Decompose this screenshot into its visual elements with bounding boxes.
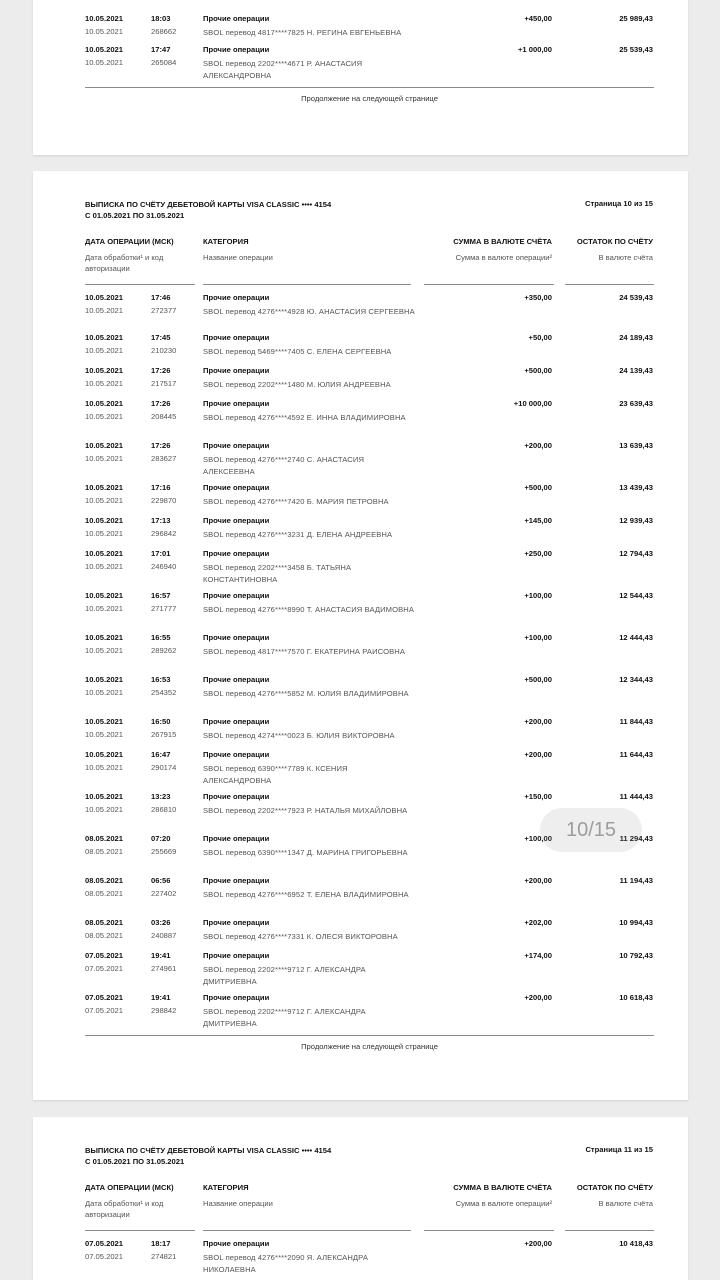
statement-title-line1: ВЫПИСКА ПО СЧЁТУ ДЕБЕТОВОЙ КАРТЫ VISA CLASSIC •••• 4154 — [85, 200, 332, 209]
operation-description: SBOL перевод 2202****4671 Р. АНАСТАСИЯ АЛЕКСАНДРОВНА — [203, 59, 363, 80]
operation-description: SBOL перевод 4276****4928 Ю. АНАСТАСИЯ СЕРГЕЕВНА — [203, 307, 415, 316]
page-number: Страница 10 из 15 — [585, 199, 653, 208]
processing-date: 10.05.2021 — [85, 346, 124, 355]
operation-time: 07:20 — [151, 834, 171, 843]
operation-category: Прочие операции — [203, 333, 270, 342]
col-balance-header — [558, 237, 653, 263]
authorization-code: 229870 — [151, 496, 177, 505]
operation-date: 07.05.2021 — [85, 1239, 124, 1248]
operation-category: Прочие операции — [203, 483, 270, 492]
processing-date: 10.05.2021 — [85, 604, 124, 613]
operation-category: Прочие операции — [203, 1239, 270, 1248]
operation-time: 16:53 — [151, 675, 171, 684]
operation-amount: +100,00 — [524, 633, 552, 642]
col-category-title: КАТЕГОРИЯ — [203, 1183, 249, 1192]
processing-date: 10.05.2021 — [85, 646, 124, 655]
operation-category: Прочие операции — [203, 993, 270, 1002]
authorization-code: 290174 — [151, 763, 177, 772]
account-balance: 10 994,43 — [619, 918, 653, 927]
account-balance: 10 418,43 — [619, 1239, 653, 1248]
col-date-title: ДАТА ОПЕРАЦИИ (МСК) — [85, 1183, 174, 1192]
header-underline — [85, 284, 195, 285]
header-underline — [85, 1230, 195, 1231]
account-balance: 12 444,43 — [619, 633, 653, 642]
operation-date: 10.05.2021 — [85, 591, 124, 600]
authorization-code: 240887 — [151, 931, 177, 940]
transaction-row — [85, 1239, 654, 1280]
operation-date: 10.05.2021 — [85, 293, 124, 302]
operation-category: Прочие операции — [203, 675, 270, 684]
col-category-header — [203, 237, 403, 263]
operation-description: SBOL перевод 4276****5852 М. ЮЛИЯ ВЛАДИМИРОВНА — [203, 689, 409, 698]
statement-title-line1: ВЫПИСКА ПО СЧЁТУ ДЕБЕТОВОЙ КАРТЫ VISA CLASSIC •••• 4154 — [85, 1146, 332, 1155]
operation-date: 10.05.2021 — [85, 45, 124, 54]
operation-amount: +10 000,00 — [513, 399, 552, 408]
processing-date: 10.05.2021 — [85, 496, 124, 505]
operation-time: 17:26 — [151, 366, 171, 375]
operation-description: SBOL перевод 4274****0023 Б. ЮЛИЯ ВИКТОРОВНА — [203, 731, 395, 740]
col-category-header — [203, 1183, 403, 1209]
operation-time: 19:41 — [151, 951, 171, 960]
divider — [85, 1035, 654, 1036]
processing-date: 10.05.2021 — [85, 379, 124, 388]
page-number: Страница 11 из 15 — [585, 1145, 653, 1154]
authorization-code: 283627 — [151, 454, 177, 463]
col-category-title: КАТЕГОРИЯ — [203, 237, 249, 246]
transaction-row — [85, 591, 654, 633]
operation-time: 16:47 — [151, 750, 171, 759]
transaction-row — [85, 549, 654, 591]
authorization-code: 289262 — [151, 646, 177, 655]
account-balance: 11 194,43 — [619, 876, 653, 885]
header-underline — [424, 284, 554, 285]
operation-time: 18:17 — [151, 1239, 171, 1248]
operation-description: SBOL перевод 4817****7570 Г. ЕКАТЕРИНА РАИСОВНА — [203, 647, 405, 656]
col-category-subtitle: Название операции — [203, 1199, 273, 1208]
operation-category: Прочие операции — [203, 792, 270, 801]
operation-amount: +450,00 — [524, 14, 552, 23]
operation-amount: +202,00 — [524, 918, 552, 927]
operation-time: 17:46 — [151, 293, 171, 302]
transaction-row — [85, 951, 654, 993]
operation-description: SBOL перевод 4276****2090 Я. АЛЕКСАНДРА НИКОЛАЕВНА — [203, 1253, 368, 1274]
operation-time: 16:57 — [151, 591, 171, 600]
authorization-code: 298842 — [151, 1006, 177, 1015]
account-balance: 10 792,43 — [619, 951, 653, 960]
transaction-row — [85, 750, 654, 792]
operation-category: Прочие операции — [203, 399, 270, 408]
operation-category: Прочие операции — [203, 834, 270, 843]
operation-date: 10.05.2021 — [85, 483, 124, 492]
operation-category: Прочие операции — [203, 293, 270, 302]
account-balance: 12 544,43 — [619, 591, 653, 600]
processing-date: 10.05.2021 — [85, 58, 124, 67]
operation-amount: +150,00 — [524, 792, 552, 801]
account-balance: 11 444,43 — [619, 792, 653, 801]
operation-description: SBOL перевод 4817****7825 Н. РЕГИНА ЕВГЕНЬЕВНА — [203, 28, 402, 37]
processing-date: 10.05.2021 — [85, 529, 124, 538]
header-underline — [424, 1230, 554, 1231]
transaction-row — [85, 293, 654, 335]
statement-title — [85, 1145, 331, 1167]
operation-date: 10.05.2021 — [85, 633, 124, 642]
transaction-row — [85, 45, 654, 87]
col-amount-subtitle: Сумма в валюте операции² — [455, 253, 552, 262]
col-date-subtitle: Дата обработки¹ и код авторизации — [85, 253, 164, 273]
transaction-row — [85, 876, 654, 918]
operation-time: 16:50 — [151, 717, 171, 726]
operation-time: 17:47 — [151, 45, 171, 54]
operation-amount: +50,00 — [528, 333, 552, 342]
statement-period: С 01.05.2021 ПО 31.05.2021 — [85, 211, 185, 220]
operation-date: 07.05.2021 — [85, 993, 124, 1002]
operation-date: 10.05.2021 — [85, 717, 124, 726]
operation-amount: +200,00 — [524, 441, 552, 450]
header-underline — [565, 1230, 654, 1231]
col-balance-title: ОСТАТОК ПО СЧЁТУ — [576, 1183, 653, 1192]
operation-description: SBOL перевод 4276****6952 Т. ЕЛЕНА ВЛАДИМИРОВНА — [203, 890, 409, 899]
operation-category: Прочие операции — [203, 591, 270, 600]
operation-category: Прочие операции — [203, 441, 270, 450]
col-category-subtitle: Название операции — [203, 253, 273, 262]
account-balance: 11 294,43 — [619, 834, 653, 843]
account-balance: 10 618,43 — [619, 993, 653, 1002]
header-underline — [203, 1230, 411, 1231]
operation-category: Прочие операции — [203, 516, 270, 525]
operation-description: SBOL перевод 5469****7405 С. ЕЛЕНА СЕРГЕЕВНА — [203, 347, 392, 356]
operation-description: SBOL перевод 4276****4592 Е. ИННА ВЛАДИМИРОВНА — [203, 413, 406, 422]
operation-amount: +100,00 — [524, 591, 552, 600]
authorization-code: 227402 — [151, 889, 177, 898]
transaction-row — [85, 993, 654, 1035]
operation-amount: +350,00 — [524, 293, 552, 302]
authorization-code: 274961 — [151, 964, 177, 973]
col-amount-header — [412, 1183, 552, 1209]
col-date-subtitle: Дата обработки¹ и код авторизации — [85, 1199, 164, 1219]
operation-time: 17:01 — [151, 549, 171, 558]
col-amount-header — [412, 237, 552, 263]
operation-category: Прочие операции — [203, 750, 270, 759]
operation-date: 10.05.2021 — [85, 399, 124, 408]
operation-date: 10.05.2021 — [85, 441, 124, 450]
operation-description: SBOL перевод 2202****9712 Г. АЛЕКСАНДРА ДМИТРИЕВНА — [203, 965, 366, 986]
operation-date: 07.05.2021 — [85, 951, 124, 960]
operation-time: 03:26 — [151, 918, 171, 927]
account-balance: 11 844,43 — [619, 717, 653, 726]
operation-description: SBOL перевод 4276****8990 Т. АНАСТАСИЯ ВАДИМОВНА — [203, 605, 415, 614]
account-balance: 13 639,43 — [619, 441, 653, 450]
operation-time: 17:13 — [151, 516, 171, 525]
transaction-row — [85, 633, 654, 675]
account-balance: 23 639,43 — [619, 399, 653, 408]
operation-category: Прочие операции — [203, 14, 270, 23]
account-balance: 12 344,43 — [619, 675, 653, 684]
operation-time: 17:16 — [151, 483, 171, 492]
transaction-row — [85, 441, 654, 483]
statement-page-9 — [33, 0, 688, 155]
processing-date: 10.05.2021 — [85, 688, 124, 697]
authorization-code: 217517 — [151, 379, 177, 388]
operation-date: 10.05.2021 — [85, 675, 124, 684]
operation-category: Прочие операции — [203, 717, 270, 726]
processing-date: 10.05.2021 — [85, 763, 124, 772]
operation-category: Прочие операции — [203, 366, 270, 375]
operation-time: 18:03 — [151, 14, 171, 23]
continued-text: Продолжение на следующей странице — [301, 1042, 438, 1051]
authorization-code: 274821 — [151, 1252, 177, 1261]
statement-page-10 — [33, 171, 688, 1100]
authorization-code: 272377 — [151, 306, 177, 315]
col-date-header — [85, 237, 195, 274]
operation-category: Прочие операции — [203, 951, 270, 960]
operation-amount: +500,00 — [524, 483, 552, 492]
col-balance-header — [558, 1183, 653, 1209]
operation-time: 17:26 — [151, 399, 171, 408]
operation-date: 10.05.2021 — [85, 333, 124, 342]
operation-description: SBOL перевод 4276****7420 Б. МАРИЯ ПЕТРОВНА — [203, 497, 389, 506]
operation-description: SBOL перевод 4276****2740 С. АНАСТАСИЯ АЛЕКСЕЕВНА — [203, 455, 365, 476]
authorization-code: 286810 — [151, 805, 177, 814]
account-balance: 25 539,43 — [619, 45, 653, 54]
col-amount-title: СУММА В ВАЛЮТЕ СЧЁТА — [453, 237, 552, 246]
processing-date: 08.05.2021 — [85, 889, 124, 898]
authorization-code: 267915 — [151, 730, 177, 739]
authorization-code: 265084 — [151, 58, 177, 67]
col-amount-subtitle: Сумма в валюте операции² — [455, 1199, 552, 1208]
processing-date: 08.05.2021 — [85, 847, 124, 856]
operation-date: 10.05.2021 — [85, 14, 124, 23]
operation-amount: +1 000,00 — [518, 45, 552, 54]
operation-date: 08.05.2021 — [85, 834, 124, 843]
operation-amount: +500,00 — [524, 675, 552, 684]
divider — [85, 87, 654, 88]
processing-date: 10.05.2021 — [85, 27, 124, 36]
transaction-row — [85, 399, 654, 441]
processing-date: 07.05.2021 — [85, 1006, 124, 1015]
operation-date: 10.05.2021 — [85, 792, 124, 801]
col-balance-title: ОСТАТОК ПО СЧЁТУ — [576, 237, 653, 246]
account-balance: 25 989,43 — [619, 14, 653, 23]
processing-date: 10.05.2021 — [85, 562, 124, 571]
operation-amount: +200,00 — [524, 993, 552, 1002]
processing-date: 07.05.2021 — [85, 1252, 124, 1261]
header-underline — [565, 284, 654, 285]
operation-date: 08.05.2021 — [85, 876, 124, 885]
operation-description: SBOL перевод 6390****7789 К. КСЕНИЯ АЛЕКСАНДРОВНА — [203, 764, 348, 785]
header-underline — [203, 284, 411, 285]
statement-page-11 — [33, 1117, 688, 1280]
col-balance-subtitle: В валюте счёта — [598, 253, 653, 262]
operation-description: SBOL перевод 6390****1347 Д. МАРИНА ГРИГОРЬЕВНА — [203, 848, 408, 857]
account-balance: 12 794,43 — [619, 549, 653, 558]
processing-date: 08.05.2021 — [85, 931, 124, 940]
authorization-code: 254352 — [151, 688, 177, 697]
operation-category: Прочие операции — [203, 918, 270, 927]
authorization-code: 208445 — [151, 412, 177, 421]
processing-date: 10.05.2021 — [85, 730, 124, 739]
operation-description: SBOL перевод 4276****3231 Д. ЕЛЕНА АНДРЕЕВНА — [203, 530, 393, 539]
authorization-code: 246940 — [151, 562, 177, 571]
processing-date: 10.05.2021 — [85, 805, 124, 814]
operation-date: 10.05.2021 — [85, 750, 124, 759]
operation-amount: +500,00 — [524, 366, 552, 375]
authorization-code: 255669 — [151, 847, 177, 856]
statement-period: С 01.05.2021 ПО 31.05.2021 — [85, 1157, 185, 1166]
operation-amount: +200,00 — [524, 876, 552, 885]
operation-category: Прочие операции — [203, 549, 270, 558]
operation-category: Прочие операции — [203, 633, 270, 642]
processing-date: 07.05.2021 — [85, 964, 124, 973]
operation-time: 19:41 — [151, 993, 171, 1002]
account-balance: 12 939,43 — [619, 516, 653, 525]
authorization-code: 296842 — [151, 529, 177, 538]
operation-amount: +250,00 — [524, 549, 552, 558]
transaction-row — [85, 675, 654, 717]
account-balance: 24 189,43 — [619, 333, 653, 342]
col-date-title: ДАТА ОПЕРАЦИИ (МСК) — [85, 237, 174, 246]
operation-time: 16:55 — [151, 633, 171, 642]
page-indicator: 10/15 — [540, 808, 642, 852]
operation-time: 06:56 — [151, 876, 171, 885]
col-date-header — [85, 1183, 195, 1220]
operation-time: 17:45 — [151, 333, 171, 342]
operation-amount: +174,00 — [524, 951, 552, 960]
operation-amount: +100,00 — [524, 834, 552, 843]
account-balance: 11 644,43 — [619, 750, 653, 759]
operation-date: 08.05.2021 — [85, 918, 124, 927]
operation-amount: +200,00 — [524, 717, 552, 726]
operation-description: SBOL перевод 2202****1480 М. ЮЛИЯ АНДРЕЕВНА — [203, 380, 391, 389]
processing-date: 10.05.2021 — [85, 412, 124, 421]
authorization-code: 271777 — [151, 604, 177, 613]
operation-date: 10.05.2021 — [85, 549, 124, 558]
account-balance: 13 439,43 — [619, 483, 653, 492]
statement-title — [85, 199, 331, 221]
account-balance: 24 539,43 — [619, 293, 653, 302]
col-amount-title: СУММА В ВАЛЮТЕ СЧЁТА — [453, 1183, 552, 1192]
operation-time: 13:23 — [151, 792, 171, 801]
operation-amount: +200,00 — [524, 1239, 552, 1248]
authorization-code: 268662 — [151, 27, 177, 36]
operation-time: 17:26 — [151, 441, 171, 450]
continued-text: Продолжение на следующей странице — [301, 94, 438, 103]
processing-date: 10.05.2021 — [85, 306, 124, 315]
operation-category: Прочие операции — [203, 45, 270, 54]
operation-description: SBOL перевод 2202****3458 Б. ТАТЬЯНА КОНСТАНТИНОВНА — [203, 563, 352, 584]
operation-description: SBOL перевод 2202****7923 Р. НАТАЛЬЯ МИХАЙЛОВНА — [203, 806, 408, 815]
operation-category: Прочие операции — [203, 876, 270, 885]
operation-amount: +145,00 — [524, 516, 552, 525]
col-balance-subtitle: В валюте счёта — [598, 1199, 653, 1208]
account-balance: 24 139,43 — [619, 366, 653, 375]
operation-amount: +200,00 — [524, 750, 552, 759]
operation-date: 10.05.2021 — [85, 366, 124, 375]
operation-description: SBOL перевод 4276****7331 К. ОЛЕСЯ ВИКТОРОВНА — [203, 932, 398, 941]
operation-description: SBOL перевод 2202****9712 Г. АЛЕКСАНДРА ДМИТРИЕВНА — [203, 1007, 366, 1028]
authorization-code: 210230 — [151, 346, 177, 355]
processing-date: 10.05.2021 — [85, 454, 124, 463]
operation-date: 10.05.2021 — [85, 516, 124, 525]
